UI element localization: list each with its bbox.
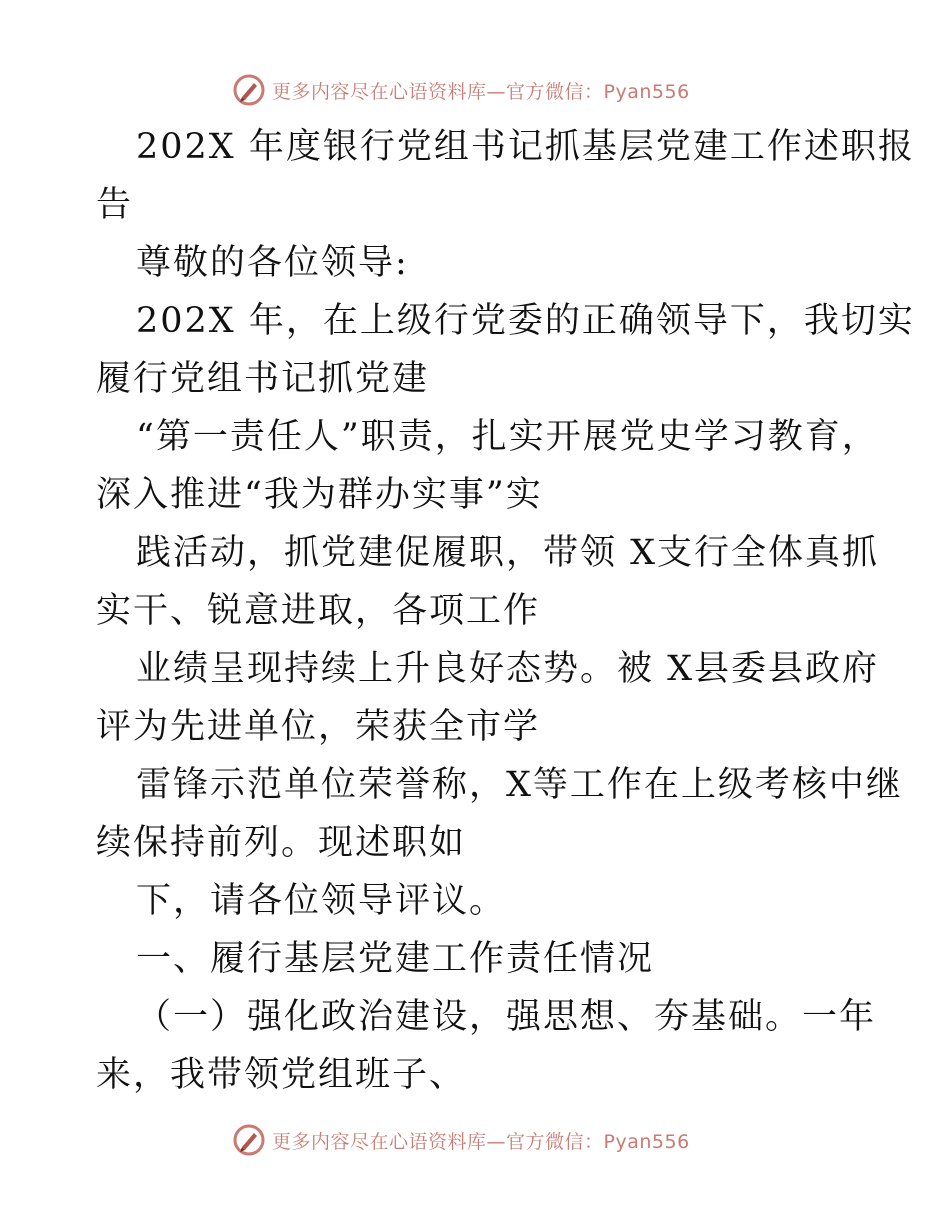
document-title-line-1: 202X 年度银行党组书记抓基层党建工作述职报: [136, 127, 915, 167]
footer-watermark: [232, 1120, 752, 1160]
header-watermark: [232, 70, 752, 110]
document-paragraphs: [96, 234, 915, 1104]
document-line: 评为先进单位，荣获全市学: [96, 707, 541, 747]
watermark-text: 更多内容尽在心语资料库—官方微信：Pyan556: [272, 80, 690, 103]
document-body: [96, 118, 915, 1104]
document-line: 深入推进“我为群办实事”实: [96, 475, 543, 515]
document-title-line-2: 告: [96, 185, 134, 225]
document-line: 一、履行基层党建工作责任情况: [136, 939, 655, 979]
document-line: 实干、锐意进取，各项工作: [96, 591, 541, 631]
document-line: 践活动，抓党建促履职，带领 X支行全体真抓: [136, 533, 880, 573]
document-line: 履行党组书记抓党建: [96, 359, 430, 399]
pen-logo-icon: [232, 73, 266, 107]
document-line: 下，请各位领导评议。: [136, 881, 507, 921]
document-line: （一）强化政治建设，强思想、夯基础。一年: [136, 997, 877, 1037]
watermark-text: 更多内容尽在心语资料库—官方微信：Pyan556: [272, 1130, 690, 1153]
document-line: 尊敬的各位领导:: [136, 243, 409, 283]
pen-logo-icon: [232, 1123, 266, 1157]
document-line: 续保持前列。现述职如: [96, 823, 467, 863]
document-line: 雷锋示范单位荣誉称，X等工作在上级考核中继: [136, 765, 903, 805]
document-line: “第一责任人”职责，扎实开展党史学习教育，: [136, 417, 879, 457]
document-line: 来，我带领党组班子、: [96, 1055, 467, 1095]
document-line: 业绩呈现持续上升良好态势。被 X县委县政府: [136, 649, 880, 689]
document-line: 202X 年，在上级行党委的正确领导下，我切实: [136, 301, 915, 341]
